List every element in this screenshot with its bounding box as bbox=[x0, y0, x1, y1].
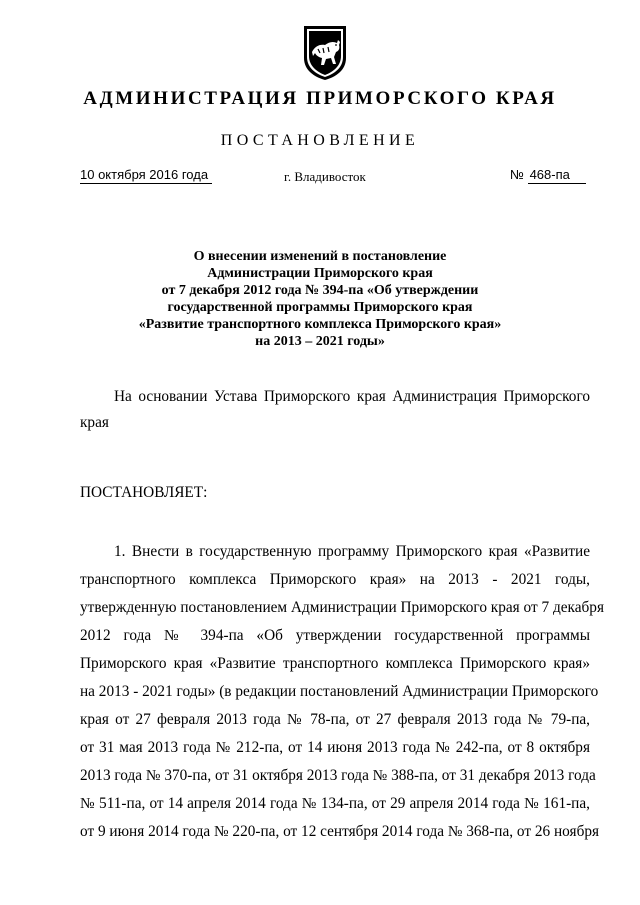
paragraph-line: Приморского края «Развитие транспортного комплекса Приморского края» bbox=[80, 655, 590, 672]
document-date: 10 октября 2016 года bbox=[80, 167, 212, 184]
paragraph-line: 2012 года № 394-па «Об утверждении государственной программы bbox=[80, 627, 590, 644]
paragraph-line: транспортного комплекса Приморского края» на 2013 - 2021 годы, bbox=[80, 571, 590, 588]
paragraph-line: утвержденную постановлением Администрации Приморского края от 7 декабря bbox=[80, 599, 604, 616]
paragraph-line: края от 27 февраля 2013 года № 78-па, от 27 февраля 2013 года № 79-па, bbox=[80, 711, 590, 728]
document-city: г. Владивосток bbox=[284, 169, 366, 184]
subject-line: «Развитие транспортного комплекса Приморского края» bbox=[138, 317, 502, 332]
organization-title: АДМИНИСТРАЦИЯ ПРИМОРСКОГО КРАЯ bbox=[83, 88, 557, 109]
resolves-heading: ПОСТАНОВЛЯЕТ: bbox=[80, 484, 208, 501]
paragraph-line: на 2013 - 2021 годы» (в редакции постановлений Администрации Приморского bbox=[80, 683, 599, 700]
basis-line: края bbox=[80, 414, 109, 431]
number-prefix: № bbox=[510, 167, 524, 182]
paragraph-line: 2013 года № 370-па, от 31 октября 2013 года № 388-па, от 31 декабря 2013 года bbox=[80, 767, 596, 784]
document-subject bbox=[0, 248, 640, 350]
subject-line: от 7 декабря 2012 года № 394-па «Об утверждении bbox=[161, 283, 479, 298]
document-type: ПОСТАНОВЛЕНИЕ bbox=[220, 132, 420, 149]
paragraph-line: от 31 мая 2013 года № 212-па, от 14 июня 2013 года № 242-па, от 8 октября bbox=[80, 739, 590, 756]
subject-line: Администрации Приморского края bbox=[207, 266, 433, 281]
subject-line: на 2013 – 2021 годы» bbox=[255, 334, 385, 349]
paragraph-line: № 511-па, от 14 апреля 2014 года № 134-па, от 29 апреля 2014 года № 161-па, bbox=[80, 795, 590, 812]
paragraph-line: от 9 июня 2014 года № 220-па, от 12 сентября 2014 года № 368-па, от 26 ноября bbox=[80, 823, 600, 840]
document-number bbox=[510, 167, 586, 184]
number-value: 468-па bbox=[528, 167, 586, 184]
subject-line: О внесении изменений в постановление bbox=[193, 249, 447, 264]
paragraph-line: 1. Внести в государственную программу Приморского края «Развитие bbox=[114, 543, 590, 560]
subject-line: государственной программы Приморского края bbox=[167, 300, 473, 315]
basis-line: На основании Устава Приморского края Администрация Приморского bbox=[114, 388, 590, 405]
coat-of-arms-icon bbox=[300, 22, 350, 82]
